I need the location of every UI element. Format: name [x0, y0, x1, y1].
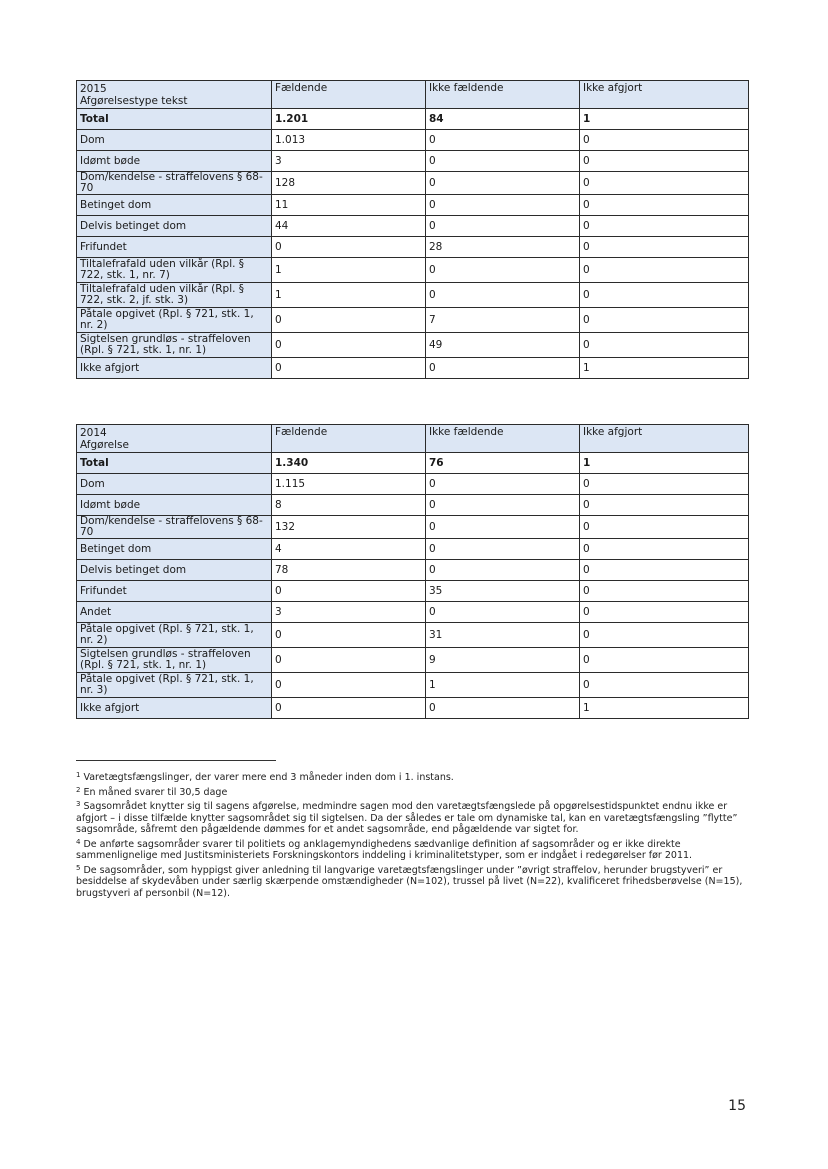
table-2015 [76, 80, 749, 379]
footnote-text: De sagsområder, som hyppigst giver anledning til langvarige varetægtsfængslinger under ”øvrigt straffelov, herunder brugstyveri” er besiddelse af skydevåben under særlig skærpende omstændigheder (N=102), trussel på livet (N=22), kvalificeret frihedsberøvelse (N=15), brugstyveri af personbil (N=12). [76, 864, 743, 899]
cell-faeldende: 0 [272, 333, 426, 358]
cell-faeldende: 3 [272, 151, 426, 172]
table-row [77, 308, 749, 333]
cell-ikke-faeldende: 1 [426, 673, 580, 698]
cell-ikke-faeldende: 0 [426, 495, 580, 516]
row-label: Sigtelsen grundløs - straffeloven (Rpl. § 721, stk. 1, nr. 1) [77, 333, 272, 358]
cell-ikke-afgjort: 0 [580, 333, 749, 358]
row-label: Dom/kendelse - straffelovens § 68-70 [77, 516, 272, 539]
cell-faeldende: 1.201 [272, 109, 426, 130]
footnote [76, 785, 748, 799]
footnote-number: 3 [76, 800, 81, 808]
cell-ikke-faeldende: 31 [426, 623, 580, 648]
table-row [77, 109, 749, 130]
table-row [77, 258, 749, 283]
cell-faeldende: 4 [272, 539, 426, 560]
row-label: Tiltalefrafald uden vilkår (Rpl. § 722, stk. 2, jf. stk. 3) [77, 283, 272, 308]
table-row [77, 495, 749, 516]
cell-faeldende: 78 [272, 560, 426, 581]
cell-ikke-afgjort: 1 [580, 698, 749, 719]
row-label: Påtale opgivet (Rpl. § 721, stk. 1, nr. 3) [77, 673, 272, 698]
footnote [76, 770, 748, 784]
cell-ikke-afgjort: 0 [580, 283, 749, 308]
row-label: Delvis betinget dom [77, 216, 272, 237]
footnote-text: Varetægtsfængslinger, der varer mere end 3 måneder inden dom i 1. instans. [83, 772, 454, 783]
cell-ikke-faeldende: 0 [426, 516, 580, 539]
cell-ikke-afgjort: 0 [580, 581, 749, 602]
cell-ikke-faeldende: 0 [426, 216, 580, 237]
cell-ikke-afgjort: 0 [580, 673, 749, 698]
column-header: Fældende [272, 425, 426, 453]
cell-faeldende: 1 [272, 283, 426, 308]
footnote-number: 1 [76, 771, 81, 779]
header-year: 2015 [80, 83, 107, 95]
cell-faeldende: 1.340 [272, 453, 426, 474]
cell-ikke-faeldende: 49 [426, 333, 580, 358]
cell-faeldende: 0 [272, 698, 426, 719]
cell-ikke-faeldende: 0 [426, 151, 580, 172]
cell-ikke-afgjort: 0 [580, 195, 749, 216]
page-number: 15 [728, 1098, 746, 1114]
cell-ikke-faeldende: 76 [426, 453, 580, 474]
table-row [77, 602, 749, 623]
cell-faeldende: 3 [272, 602, 426, 623]
row-label: Tiltalefrafald uden vilkår (Rpl. § 722, stk. 1, nr. 7) [77, 258, 272, 283]
cell-ikke-afgjort: 0 [580, 237, 749, 258]
cell-ikke-faeldende: 0 [426, 258, 580, 283]
table-row [77, 623, 749, 648]
footnote-number: 2 [76, 785, 81, 794]
table-row [77, 237, 749, 258]
footnote-text: De anførte sagsområder svarer til politiets og anklagemyndighedens sædvanlige definition af sagsområder og er ikke direkte sammenlignelige med Justitsministeriets Forskningskontors inddeling i kriminalitetstyper, som er indgået i redegørelser før 2011. [76, 838, 693, 861]
cell-ikke-afgjort: 0 [580, 474, 749, 495]
cell-faeldende: 0 [272, 623, 426, 648]
row-label: Ikke afgjort [77, 698, 272, 719]
table-row [77, 283, 749, 308]
cell-ikke-afgjort: 0 [580, 308, 749, 333]
cell-ikke-afgjort: 0 [580, 172, 749, 195]
cell-ikke-afgjort: 1 [580, 358, 749, 379]
row-label: Dom [77, 130, 272, 151]
table-row [77, 453, 749, 474]
cell-faeldende: 0 [272, 673, 426, 698]
table-row [77, 539, 749, 560]
cell-ikke-faeldende: 0 [426, 130, 580, 151]
cell-faeldende: 0 [272, 581, 426, 602]
cell-faeldende: 0 [272, 237, 426, 258]
cell-ikke-faeldende: 0 [426, 195, 580, 216]
table-row [77, 195, 749, 216]
row-label: Påtale opgivet (Rpl. § 721, stk. 1, nr. 2) [77, 308, 272, 333]
cell-faeldende: 132 [272, 516, 426, 539]
footnote [76, 863, 748, 900]
header-label-cell [77, 425, 272, 453]
table-row [77, 673, 749, 698]
cell-faeldende: 1.013 [272, 130, 426, 151]
row-label: Frifundet [77, 581, 272, 602]
table-row [77, 130, 749, 151]
footnote-text: Sagsområdet knytter sig til sagens afgørelse, medmindre sagen mod den varetægtsfængslede på opgørelsestidspunktet endnu ikke er afgjort – i disse tilfælde knytter sagsområdet sig til sigtelsen. Da der således er tale om dynamiske tal, kan en varetægtsfængsling ”flytte” sagsområde, såfremt den pågældende dømmes for et andet sagsområde, end pågældende var sigtet for. [76, 801, 738, 835]
table-row [77, 560, 749, 581]
cell-ikke-afgjort: 0 [580, 495, 749, 516]
cell-ikke-afgjort: 0 [580, 216, 749, 237]
column-header: Ikke afgjort [580, 425, 749, 453]
cell-ikke-faeldende: 0 [426, 358, 580, 379]
table-row [77, 216, 749, 237]
row-label: Frifundet [77, 237, 272, 258]
footnote-number: 5 [76, 863, 81, 872]
cell-faeldende: 128 [272, 172, 426, 195]
row-label: Dom/kendelse - straffelovens § 68-70 [77, 172, 272, 195]
row-label: Andet [77, 602, 272, 623]
cell-faeldende: 11 [272, 195, 426, 216]
cell-ikke-afgjort: 0 [580, 648, 749, 673]
cell-ikke-afgjort: 0 [580, 560, 749, 581]
table-row [77, 474, 749, 495]
cell-ikke-afgjort: 0 [580, 623, 749, 648]
cell-faeldende: 8 [272, 495, 426, 516]
cell-ikke-faeldende: 84 [426, 109, 580, 130]
footnote-number: 4 [76, 837, 81, 846]
column-header: Ikke fældende [426, 425, 580, 453]
row-label: Delvis betinget dom [77, 560, 272, 581]
table-2014 [76, 424, 749, 719]
cell-faeldende: 1.115 [272, 474, 426, 495]
row-label: Idømt bøde [77, 495, 272, 516]
footnote [76, 799, 748, 836]
cell-ikke-afgjort: 0 [580, 539, 749, 560]
cell-ikke-faeldende: 0 [426, 560, 580, 581]
cell-ikke-afgjort: 1 [580, 109, 749, 130]
cell-ikke-faeldende: 0 [426, 474, 580, 495]
header-year: 2014 [80, 427, 107, 439]
row-label: Betinget dom [77, 539, 272, 560]
header-label: Afgørelse [80, 439, 129, 451]
cell-ikke-faeldende: 0 [426, 602, 580, 623]
cell-ikke-faeldende: 0 [426, 539, 580, 560]
table-row [77, 172, 749, 195]
cell-faeldende: 0 [272, 648, 426, 673]
row-label: Idømt bøde [77, 151, 272, 172]
row-label: Sigtelsen grundløs - straffeloven (Rpl. § 721, stk. 1, nr. 1) [77, 648, 272, 673]
cell-faeldende: 0 [272, 308, 426, 333]
cell-ikke-faeldende: 35 [426, 581, 580, 602]
table-header-row [77, 81, 749, 109]
row-label: Påtale opgivet (Rpl. § 721, stk. 1, nr. 2) [77, 623, 272, 648]
cell-ikke-faeldende: 0 [426, 283, 580, 308]
cell-faeldende: 44 [272, 216, 426, 237]
cell-ikke-faeldende: 0 [426, 698, 580, 719]
row-label: Ikke afgjort [77, 358, 272, 379]
cell-ikke-afgjort: 0 [580, 258, 749, 283]
column-header: Fældende [272, 81, 426, 109]
cell-ikke-afgjort: 0 [580, 516, 749, 539]
table-2015-body [77, 81, 749, 379]
row-label: Dom [77, 474, 272, 495]
table-row [77, 698, 749, 719]
column-header: Ikke fældende [426, 81, 580, 109]
cell-ikke-afgjort: 0 [580, 602, 749, 623]
table-header-row [77, 425, 749, 453]
table-row [77, 581, 749, 602]
cell-ikke-faeldende: 7 [426, 308, 580, 333]
table-row [77, 648, 749, 673]
row-label: Betinget dom [77, 195, 272, 216]
header-label-cell [77, 81, 272, 109]
table-2014-body [77, 425, 749, 719]
header-label: Afgørelsestype tekst [80, 95, 188, 107]
cell-ikke-faeldende: 0 [426, 172, 580, 195]
table-row [77, 358, 749, 379]
cell-ikke-afgjort: 1 [580, 453, 749, 474]
table-row [77, 151, 749, 172]
row-label: Total [77, 453, 272, 474]
cell-ikke-faeldende: 9 [426, 648, 580, 673]
footnote-rule [76, 760, 276, 761]
cell-faeldende: 1 [272, 258, 426, 283]
row-label: Total [77, 109, 272, 130]
footnotes [76, 770, 748, 900]
footnote-text: En måned svarer til 30,5 dage [83, 786, 228, 798]
table-row [77, 516, 749, 539]
cell-faeldende: 0 [272, 358, 426, 379]
cell-ikke-afgjort: 0 [580, 151, 749, 172]
table-row [77, 333, 749, 358]
cell-ikke-afgjort: 0 [580, 130, 749, 151]
cell-ikke-faeldende: 28 [426, 237, 580, 258]
column-header: Ikke afgjort [580, 81, 749, 109]
footnote [76, 837, 748, 862]
